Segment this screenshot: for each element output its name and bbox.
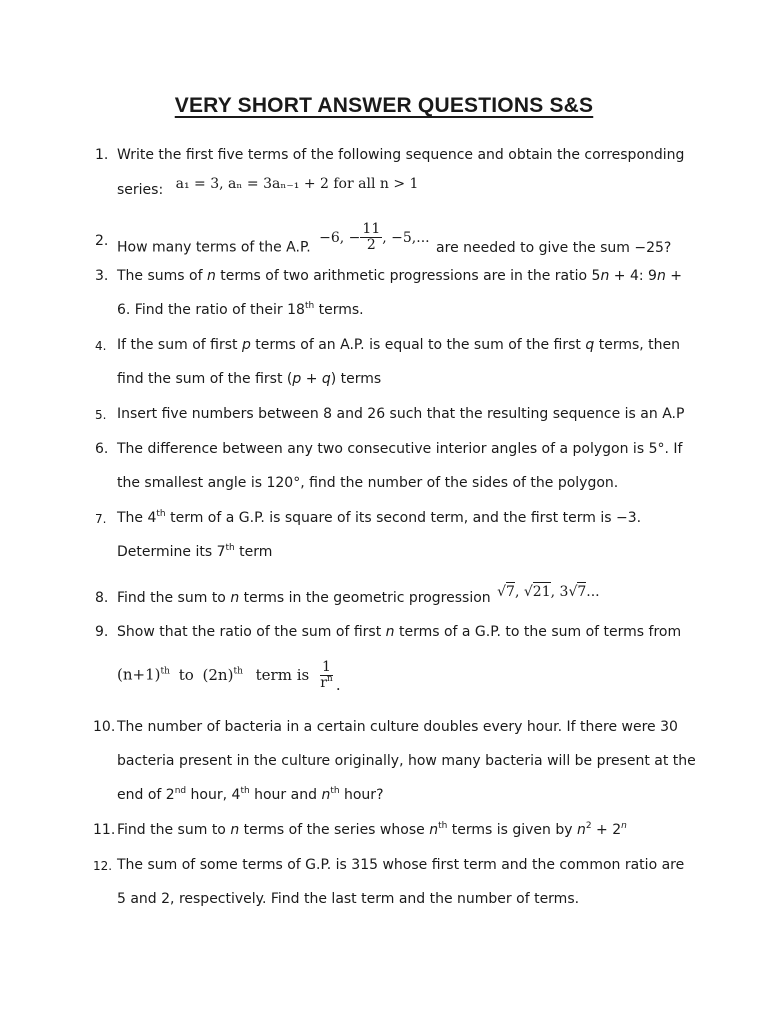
question-12-line-2: 5 and 2, respectively. Find the last term and the number of terms. <box>117 891 580 907</box>
question-3-number: 3. <box>95 268 109 284</box>
question-5-number: 5. <box>95 408 107 422</box>
page-title: VERY SHORT ANSWER QUESTIONS S&S <box>174 94 594 117</box>
question-2-seq-a: −6, − <box>319 229 361 246</box>
question-2-number: 2. <box>95 233 109 249</box>
question-11-number: 11. <box>93 822 116 838</box>
question-1-series-label: series: <box>117 182 164 198</box>
question-12-number: 12. <box>93 859 113 873</box>
question-2-text-b: are needed to give the sum −25? <box>436 239 672 256</box>
question-10-number: 10. <box>93 719 116 735</box>
question-8-number: 8. <box>95 590 109 606</box>
question-9-line-1: Show that the ratio of the sum of first n terms of a G.P. to the sum of terms from <box>117 624 682 640</box>
question-2-line <box>117 221 672 263</box>
question-1-number: 1. <box>95 147 109 163</box>
question-7-line-1: The 4th term of a G.P. is square of its second term, and the first term is −3. <box>117 509 642 526</box>
question-3-line-2: 6. Find the ratio of their 18th terms. <box>117 301 364 318</box>
question-6-number: 6. <box>95 441 109 457</box>
question-9-formula: $(n+1)^{th}$ to $(2n)^{th}$ term is $\frac{1}{r^n}$ . <box>117 659 341 694</box>
question-8-line: Find the sum to n terms in the geometric progression √7, √21, 3√7... <box>117 584 600 606</box>
question-4-line-2: find the sum of the first (p + q) terms <box>117 371 382 387</box>
question-12-line-1: The sum of some terms of G.P. is 315 whose first term and the common ratio are <box>117 857 685 873</box>
question-2-sequence <box>319 221 434 253</box>
question-10-line-1: The number of bacteria in a certain culture doubles every hour. If there were 30 <box>117 719 678 735</box>
question-11-line: Find the sum to n terms of the series whose $n^{th}$ terms is given by $n^2 + 2^n$ <box>117 821 627 838</box>
question-2-seq-b: , −5,... <box>382 229 430 246</box>
question-9-fraction: $\frac{1}{r^n}$ <box>320 659 333 691</box>
question-1-line-1: Write the first five terms of the following sequence and obtain the corresponding <box>117 147 685 163</box>
question-1-line-2 <box>117 176 419 199</box>
question-1-formula: a₁ = 3, aₙ = 3aₙ₋₁ + 2 for all n > 1 <box>175 176 419 192</box>
question-7-number: 7. <box>95 512 107 526</box>
question-2-text-a: How many terms of the A.P. <box>117 239 311 256</box>
question-9-number: 9. <box>95 624 109 640</box>
question-10-line-3: end of 2nd hour, 4th hour and $n^{th}$ hour? <box>117 786 384 803</box>
question-5-line: Insert five numbers between 8 and 26 such that the resulting sequence is an A.P <box>117 406 685 422</box>
question-2-fraction: $\frac{11}{2}$ <box>362 221 381 253</box>
question-6-line-1: The difference between any two consecutive interior angles of a polygon is 5°. If <box>117 441 683 457</box>
question-4-line-1: If the sum of first p terms of an A.P. is equal to the sum of the first q terms, then <box>117 337 681 353</box>
question-8-progression: √7, √21, 3√7... <box>497 584 600 600</box>
question-4-number: 4. <box>95 339 107 353</box>
question-3-line-1: The sums of n terms of two arithmetic progressions are in the ratio 5n + 4: 9n + <box>117 268 683 284</box>
question-10-line-2: bacteria present in the culture originally, how many bacteria will be present at the <box>117 753 696 769</box>
question-7-line-2: Determine its 7th term <box>117 543 273 560</box>
question-6-line-2: the smallest angle is 120°, find the number of the sides of the polygon. <box>117 475 619 491</box>
